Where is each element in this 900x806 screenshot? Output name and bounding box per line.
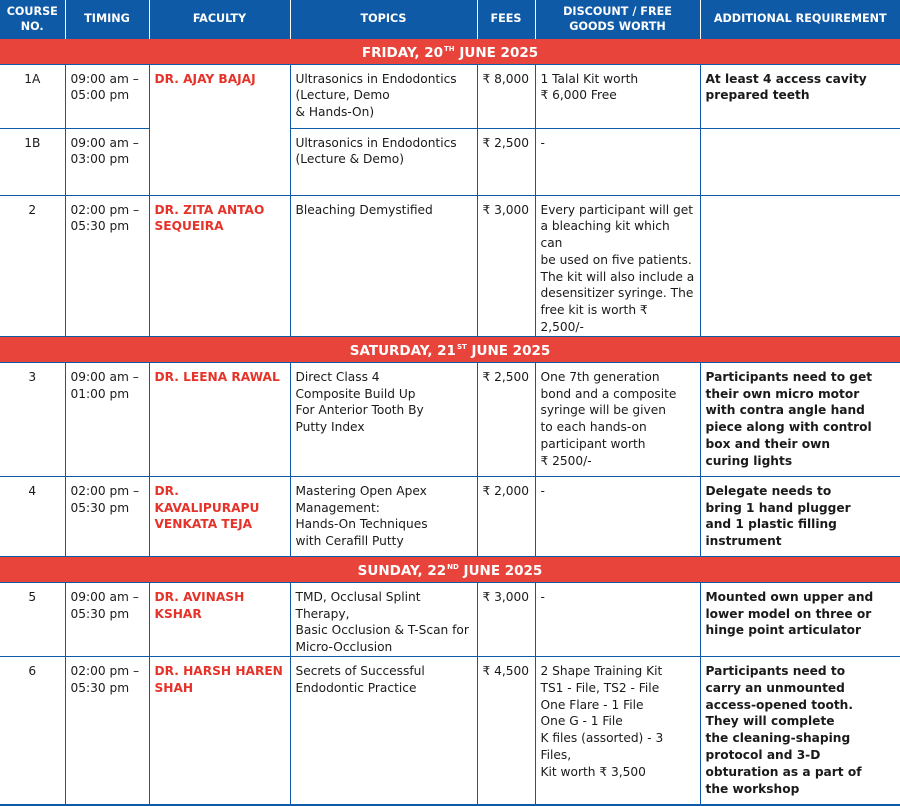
course-discount: One 7th generation bond and a composite syringe will be given to each hands-on participant worth ₹ 2500/- — [535, 362, 700, 476]
header-faculty: FACULTY — [149, 0, 290, 38]
additional-requirement: Delegate needs to bring 1 hand plugger and 1 plastic filling instrument — [700, 476, 900, 556]
course-timing: 02:00 pm – 05:30 pm — [65, 657, 149, 805]
course-discount: 1 Talal Kit worth ₹ 6,000 Free — [535, 64, 700, 128]
header-additional: ADDITIONAL REQUIREMENT — [700, 0, 900, 38]
faculty-name: DR. LEENA RAWAL — [149, 362, 290, 476]
course-timing: 02:00 pm – 05:30 pm — [65, 476, 149, 556]
course-fee: ₹ 3,000 — [477, 582, 535, 656]
course-timing: 09:00 am – 01:00 pm — [65, 362, 149, 476]
course-fee: ₹ 3,000 — [477, 195, 535, 336]
table-row — [0, 476, 900, 556]
faculty-name: DR. ZITA ANTAO SEQUEIRA — [149, 195, 290, 336]
course-topic: Bleaching Demystified — [290, 195, 477, 336]
course-topic: TMD, Occlusal Splint Therapy, Basic Occlusion & T-Scan for Micro-Occlusion — [290, 582, 477, 656]
course-number: 6 — [0, 657, 65, 805]
header-row — [0, 0, 900, 38]
course-discount: - — [535, 128, 700, 195]
course-discount: Every participant will get a bleaching kit which can be used on five patients. The kit will also include a desensitizer syringe. The free kit is worth ₹ 2,500/- — [535, 195, 700, 336]
course-topic: Secrets of Successful Endodontic Practice — [290, 657, 477, 805]
course-number: 3 — [0, 362, 65, 476]
course-timing: 09:00 am – 05:30 pm — [65, 582, 149, 656]
table-row — [0, 64, 900, 128]
table-row — [0, 128, 900, 195]
faculty-name: DR. HARSH HAREN SHAH — [149, 657, 290, 805]
header-topics: TOPICS — [290, 0, 477, 38]
course-number: 1B — [0, 128, 65, 195]
course-number: 1A — [0, 64, 65, 128]
day-banner-friday — [0, 38, 900, 64]
course-number: 2 — [0, 195, 65, 336]
table-row — [0, 582, 900, 656]
additional-requirement: Participants need to get their own micro motor with contra angle hand piece along with control box and their own curing lights — [700, 362, 900, 476]
course-discount: - — [535, 582, 700, 656]
course-discount: 2 Shape Training Kit TS1 - File, TS2 - File One Flare - 1 File One G - 1 File K files (assorted) - 3 Files, Kit worth ₹ 3,500 — [535, 657, 700, 805]
course-fee: ₹ 8,000 — [477, 64, 535, 128]
header-timing: TIMING — [65, 0, 149, 38]
additional-requirement: Mounted own upper and lower model on three or hinge point articulator — [700, 582, 900, 656]
header-discount: DISCOUNT / FREE GOODS WORTH — [535, 0, 700, 38]
day-banner-label: SUNDAY, 22ND JUNE 2025 — [0, 556, 900, 582]
course-topic: Mastering Open Apex Management: Hands-On Techniques with Cerafill Putty — [290, 476, 477, 556]
day-banner-label: SATURDAY, 21ST JUNE 2025 — [0, 336, 900, 362]
additional-requirement — [700, 195, 900, 336]
course-discount: - — [535, 476, 700, 556]
course-number: 4 — [0, 476, 65, 556]
additional-requirement: At least 4 access cavity prepared teeth — [700, 64, 900, 128]
course-timing: 02:00 pm – 05:30 pm — [65, 195, 149, 336]
day-banner-label: FRIDAY, 20TH JUNE 2025 — [0, 38, 900, 64]
table-row — [0, 195, 900, 336]
faculty-name: DR. KAVALIPURAPU VENKATA TEJA — [149, 476, 290, 556]
course-timing: 09:00 am – 03:00 pm — [65, 128, 149, 195]
course-fee: ₹ 4,500 — [477, 657, 535, 805]
course-number: 5 — [0, 582, 65, 656]
day-banner-sunday — [0, 556, 900, 582]
course-fee: ₹ 2,500 — [477, 362, 535, 476]
course-fee: ₹ 2,500 — [477, 128, 535, 195]
header-fees: FEES — [477, 0, 535, 38]
course-timing: 09:00 am – 05:00 pm — [65, 64, 149, 128]
additional-requirement — [700, 128, 900, 195]
table-row — [0, 657, 900, 805]
course-topic: Ultrasonics in Endodontics (Lecture, Demo & Hands-On) — [290, 64, 477, 128]
header-course-no: COURSE NO. — [0, 0, 65, 38]
course-fee: ₹ 2,000 — [477, 476, 535, 556]
additional-requirement: Participants need to carry an unmounted access-opened tooth. They will complete the cleaning-shaping protocol and 3-D obturation as a part of the workshop — [700, 657, 900, 805]
faculty-name: DR. AVINASH KSHAR — [149, 582, 290, 656]
course-topic: Direct Class 4 Composite Build Up For Anterior Tooth By Putty Index — [290, 362, 477, 476]
day-banner-saturday — [0, 336, 900, 362]
faculty-name: DR. AJAY BAJAJ — [149, 64, 290, 195]
table-row — [0, 362, 900, 476]
course-topic: Ultrasonics in Endodontics (Lecture & Demo) — [290, 128, 477, 195]
